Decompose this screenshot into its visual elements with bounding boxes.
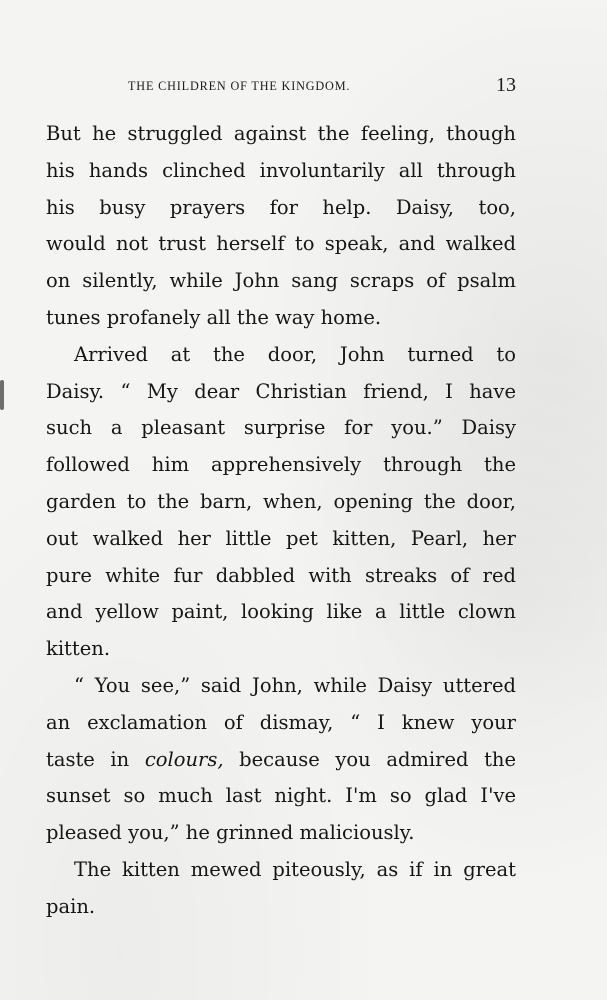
text-line: his busy prayers for help. Daisy, too, [46,195,516,219]
text-line: Arrived at the door, John turned to [74,342,516,366]
text-line: and yellow paint, looking like a little clown [46,600,516,624]
text-line: would not trust herself to speak, and walked [46,232,516,256]
italic-word: colours, [144,747,224,771]
text-line: But he struggled against the feeling, though [46,122,516,145]
text-line: such a pleasant surprise for you.” Daisy [46,416,516,440]
text-line: kitten. [46,637,111,661]
body-text [46,116,516,926]
text-line: Daisy. “ My dear Christian friend, I have [46,379,516,403]
page-number: 13 [496,74,516,96]
text-line: an exclamation of dismay, “ I knew your [46,710,516,734]
text-line: “ You see,” said John, while Daisy uttered [74,673,516,697]
page-edge-mark [0,380,4,410]
text-line: sunset so much last night. I'm so glad I've [46,784,516,808]
running-head [128,76,516,98]
text-line: pure white fur dabbled with streaks of red [46,563,516,587]
text-line [46,742,516,779]
text-line: his hands clinched involuntarily all through [46,158,516,182]
text-line: out walked her little pet kitten, Pearl, her [46,526,516,550]
text-line: The kitten mewed piteously, as if in great [74,857,516,881]
running-title: THE CHILDREN OF THE KINGDOM. [128,79,351,93]
text-line: tunes profanely all the way home. [46,305,382,329]
text-line: followed him apprehensively through the [46,453,516,477]
text-line: pleased you,” he grinned maliciously. [46,821,415,845]
text-fragment: because you admired the [239,747,517,771]
text-line: pain. [46,894,96,918]
text-fragment: taste in [46,747,130,771]
text-line: garden to the barn, when, opening the door, [46,489,516,513]
text-line: on silently, while John sang scraps of psalm [46,269,516,293]
